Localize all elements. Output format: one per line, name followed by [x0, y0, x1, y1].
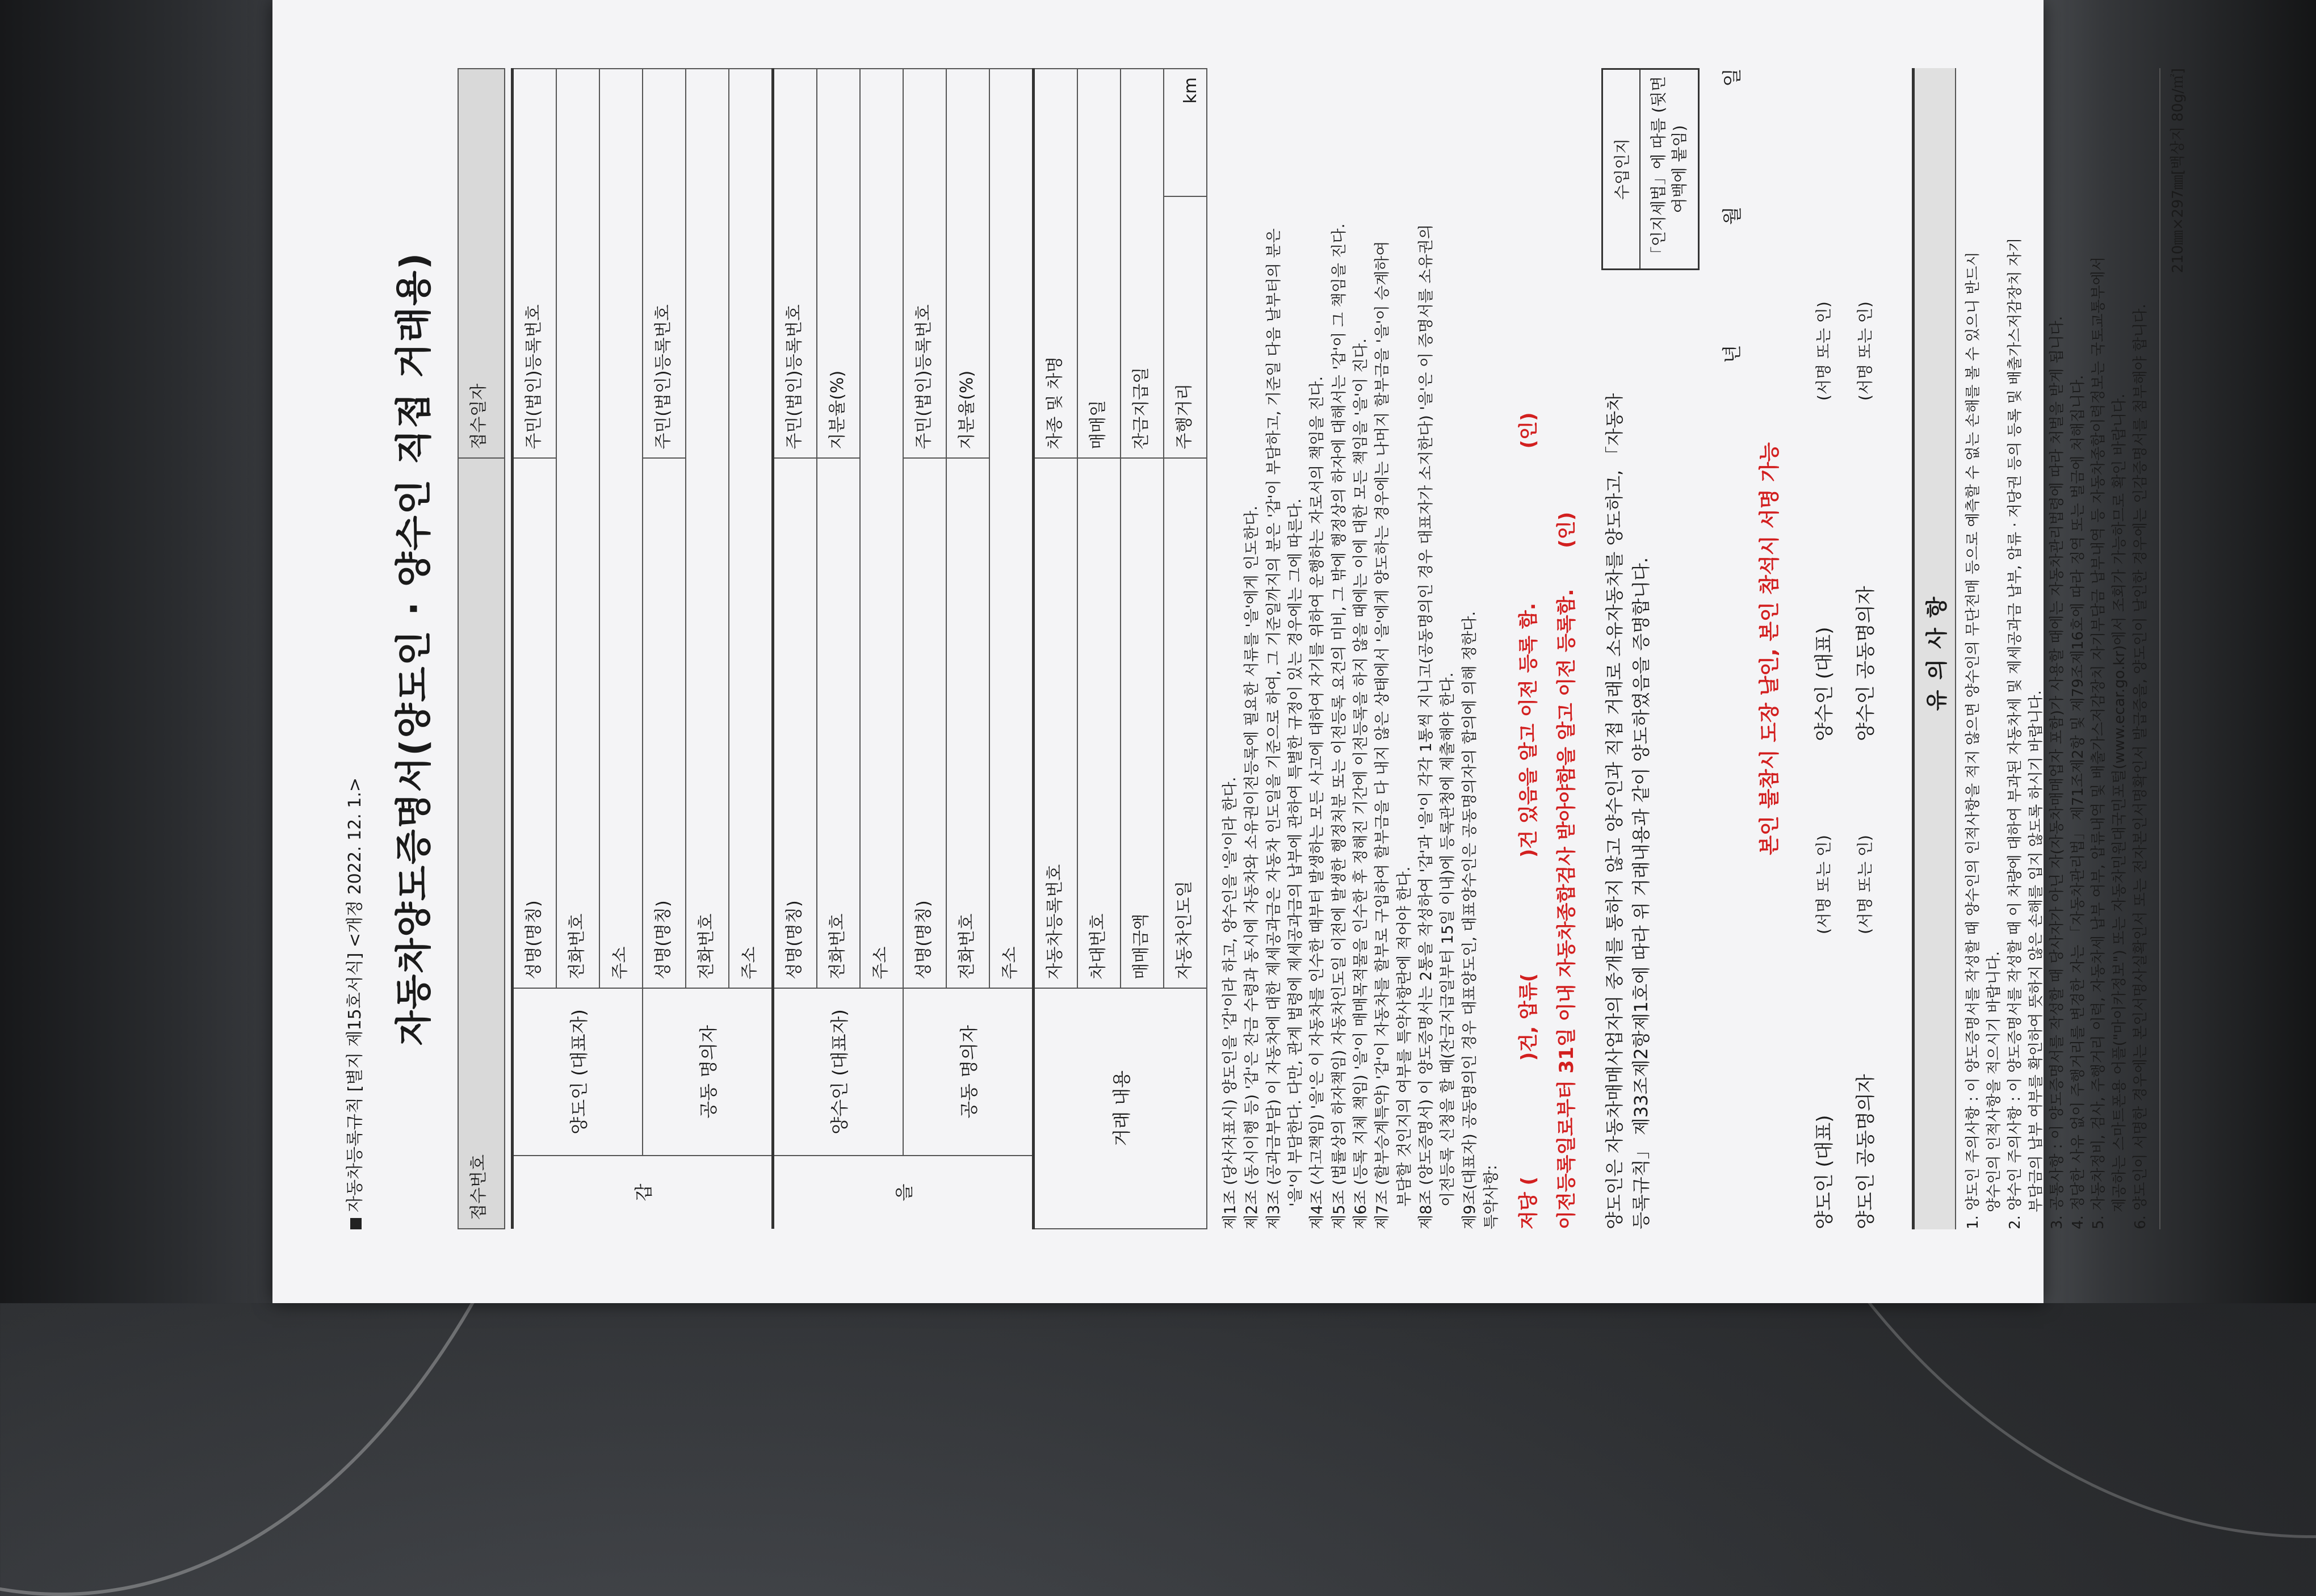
articles-section	[1220, 68, 1503, 1229]
signature-row-co	[1850, 68, 1878, 1229]
special-terms-label[interactable]: 특약사항:	[1482, 1165, 1500, 1229]
mileage-unit: km	[1164, 69, 1207, 196]
buyer-address-field[interactable]: 주소	[860, 69, 903, 988]
seller-address-field[interactable]: 주소	[599, 69, 643, 988]
paper-spec-footer: 210㎜×297㎜[백상지 80g/㎡]	[2159, 68, 2187, 1229]
receipt-row	[458, 69, 505, 1229]
seller-phone-field[interactable]: 전화번호	[556, 69, 599, 988]
article-line: 부담할 것인지의 여부를 특약사항란에 적어야 한다.	[1395, 866, 1413, 1207]
car-type-field[interactable]: 차종 및 차명	[1034, 69, 1078, 458]
inspection-warning: 이전등록일로부터 31일 이내 자동차종합검사 받아야함을 알고 이전 등록함. (인)	[1555, 511, 1579, 1229]
receipt-number-cell: 접수번호	[458, 458, 505, 1229]
seller-co-phone-field[interactable]: 전화번호	[686, 69, 729, 988]
square-bullet-icon	[350, 1218, 362, 1229]
document-page	[272, 0, 2187, 1303]
seal-mark: (인)	[1555, 511, 1579, 548]
revenue-stamp-title: 수입인지	[1603, 70, 1640, 268]
date-month: 월	[1721, 206, 1744, 225]
declaration-row	[1601, 68, 1700, 1229]
note-line: 부담금의 납부 여부를 확인하여 뜻하지 않은 손해를 입지 않도록 하시기 바랍니다.	[2027, 690, 2045, 1212]
seller-name-field[interactable]: 성명(명칭)	[513, 458, 557, 988]
note-line: 3. 공통사항 : 이 양도증명서를 작성할 때 당사자가 아닌 자(자동차매매업자 포함)가 사용할 때에는 자동차관리법령에 따라 처벌을 받게 됩니다.	[2048, 316, 2066, 1229]
party-gap-label: 갑	[513, 1156, 773, 1229]
seller-co-signature-field[interactable]: (서명 또는 인)	[1855, 835, 1874, 934]
article-line: 이전등록 신청을 할 때(잔금지급일부터 15일 이내)에 등록관청에 제출해야 한다.	[1439, 672, 1457, 1207]
note-line: 6. 양도인이 서명한 경우에는 본인서명사실확인서 또는 전자본인서명확인서 발급증을, 양도인이 날인한 경우에는 인감증명서를 첨부해야 합니다.	[2132, 304, 2150, 1229]
seal-mark: (인)	[1517, 412, 1541, 449]
vin-field[interactable]: 차대번호	[1077, 458, 1121, 988]
sale-date-field[interactable]: 매매일	[1077, 69, 1121, 458]
seller-co-address-field[interactable]: 주소	[729, 69, 773, 988]
article-line: 제9조(대표자) 공동명의인 경우 대표양도인, 대표양수인은 공동명의자의 합의에 의해 정한다.	[1461, 611, 1479, 1229]
note-line: 5. 자동차정비, 검사, 주행거리 이력, 자동차세 납부 여부, 압류내역 및 배출가스저감장치 자기부담금 납부내역 등 자동차종합이력정보는 국토교통부에서	[2090, 257, 2108, 1229]
notes-section	[1963, 68, 2151, 1229]
buyer-coowner-label: 공동 명의자	[903, 988, 1034, 1156]
buyer-regno-field[interactable]: 주민(법인)등록번호	[773, 69, 817, 458]
revenue-stamp-note: 「인지세법」에 따름 (뒷면 여백에 붙임)	[1649, 75, 1689, 263]
seller-co-regno-field[interactable]: 주민(법인)등록번호	[643, 69, 686, 458]
article-line: 제7조 (할부승계특약) '갑'이 자동차를 할부로 구입하여 할부금을 다 내지 않은 상태에서 '을'에게 양도하는 경우에는 나머지 할부금을 '을'이 승계하여	[1374, 241, 1392, 1229]
article-line: '을'이 부담한다. 다만, 관계 법령에 제세공과금의 납부에 관하여 특별한 규정이 있는 경우에는 그에 따른다.	[1286, 498, 1304, 1207]
buyer-signature-label: 양수인 (대표)	[1813, 627, 1836, 741]
document-content	[341, 68, 2187, 1229]
seller-co-name-field[interactable]: 성명(명칭)	[643, 458, 686, 988]
article-line: 제6조 (등록 지체 책임) '을'이 매매목적물을 인수한 후 정해진 기간에 이전등록을 하지 않을 때에는 이에 대한 모든 책임을 '을'이 진다.	[1352, 338, 1370, 1229]
seller-co-signature-label: 양도인 공동명의자	[1855, 1074, 1878, 1229]
buyer-co-phone-field[interactable]: 전화번호	[946, 458, 989, 988]
seller-signature-field[interactable]: (서명 또는 인)	[1814, 835, 1833, 934]
notes-title: 유의사항	[1912, 68, 1956, 1229]
date-line	[1717, 68, 1744, 1229]
buyer-co-regno-field[interactable]: 주민(법인)등록번호	[903, 69, 946, 458]
buyer-label: 양수인 (대표자)	[773, 988, 904, 1156]
article-line: 제3조 (공과금부담) 이 자동차에 대한 제세공과금은 자동차 인도일을 기준으로 하여, 그 기준일까지의 분은 '갑'이 부담하고, 기준일 다음 날부터의 분은	[1265, 228, 1283, 1229]
receipt-date-cell: 접수일자	[458, 69, 505, 458]
buyer-co-name-field[interactable]: 성명(명칭)	[903, 458, 946, 988]
party-eul-label: 을	[773, 1156, 1034, 1229]
buyer-co-signature-label: 양수인 공동명의자	[1855, 586, 1878, 741]
note-line: 1. 양도인 주의사항 : 이 양도증명서를 작성할 때 양수인의 인적사항을 적지 않으면 양수인의 무단전매 등으로 예측할 수 없는 손해를 볼 수 있으니 반드시	[1965, 251, 1982, 1229]
article-line: 제4조 (사고책임) '을'은 이 자동차를 인수한 때부터 발생하는 모든 사고에 대하여 자기를 위하여 운행하는 자로서의 책임을 진다.	[1308, 376, 1327, 1229]
article-line: 제2조 (동시이행 등) '갑'은 잔금 수령과 동시에 자동차와 소유권이전등록에 필요한 서류를 '을'에게 인도한다.	[1243, 506, 1261, 1229]
transfer-table	[458, 68, 1207, 1229]
buyer-signature-field[interactable]: (서명 또는 인)	[1814, 301, 1833, 401]
note-line: 4. 정당한 사유 없이 주행거리를 변경한 자는 「자동차관리법」 제71조제2항 및 제79조제16호에 따라 징역 또는 벌금에 처해집니다.	[2069, 375, 2087, 1229]
deal-label: 거래 내용	[1034, 988, 1207, 1229]
car-regno-field[interactable]: 자동차등록번호	[1034, 458, 1078, 988]
delivery-date-field[interactable]: 자동차인도일	[1164, 458, 1207, 988]
declaration-text: 양도인은 자동차매매사업자의 중개를 통하지 않고 양수인과 직접 거래로 소유자동차를 양도하고, 「자동차등록규칙」 제33조제2항제1호에 따라 위 거래내용과 같이 양도하였음을 증명합니다.	[1604, 393, 1652, 1229]
revenue-stamp-box	[1601, 68, 1700, 270]
sale-amount-field[interactable]: 매매금액	[1121, 458, 1164, 988]
buyer-co-signature-field[interactable]: (서명 또는 인)	[1855, 301, 1874, 401]
sign-warning: 본인 불참시 도장 날인, 본인 참석시 서명 가능	[1758, 442, 1782, 855]
signature-row-main	[1809, 68, 1836, 1229]
document-title: 자동차양도증명서(양도인 · 양수인 직접 거래용)	[393, 251, 435, 1046]
note-line: 2. 양수인 주의사항 : 이 양도증명서를 작성할 때 이 차량에 대하여 부과된 자동차세 및 제세공과금 납부, 압류 · 저당권 등의 등록 및 배출가스저감장치 자기	[2006, 237, 2024, 1229]
balance-date-field[interactable]: 잔금지급일	[1121, 69, 1164, 458]
article-line: 제8조 (양도증명서) 이 양도증명서는 2통을 작성하여 '갑'과 '을'이 각각 1통씩 지니고(공동명의인 경우 대표자가 소지한다) '을'은 이 증명서를 소유권의	[1417, 224, 1435, 1229]
article-line: 제5조 (법률상의 하자책임) 자동차인도일 이전에 발생한 행정처분 또는 이전등록 요건의 미비, 그 밖에 행정상의 하자에 대해서는 '갑'이 그 책임을 진다.	[1330, 223, 1348, 1229]
buyer-co-address-field[interactable]: 주소	[989, 69, 1034, 988]
date-day: 일	[1721, 68, 1744, 87]
law-reference: 자동차등록규칙 [별지 제15호서식] <개정 2022. 12. 1.>	[341, 68, 366, 1229]
article-line: 제1조 (당사자표시) 양도인을 '갑'이라 하고, 양수인을 '을'이라 한다.	[1222, 776, 1239, 1229]
seller-regno-field[interactable]: 주민(법인)등록번호	[513, 69, 557, 458]
buyer-phone-field[interactable]: 전화번호	[817, 458, 860, 988]
seller-label: 양도인 (대표자)	[513, 988, 643, 1156]
buyer-share-field[interactable]: 지분율(%)	[817, 69, 860, 458]
mortgage-line: 저당 ( )건, 압류( )건 있음을 알고 이전 등록 함. (인)	[1517, 412, 1541, 1229]
date-year: 년	[1721, 345, 1744, 364]
buyer-name-field[interactable]: 성명(명칭)	[773, 458, 817, 988]
note-line: 양수인의 인적사항을 적으시기 바랍니다.	[1985, 951, 2003, 1212]
seller-signature-label: 양도인 (대표)	[1813, 1115, 1836, 1229]
buyer-co-share-field[interactable]: 지분율(%)	[946, 69, 989, 458]
note-line: 제공하는 스마트폰용 어플("마이카정보") 또는 자동차민원대국민포털(www.ecar.go.kr)에서 조회가 가능하므로 확인 바랍니다.	[2111, 393, 2129, 1212]
mileage-field[interactable]: 주행거리	[1164, 196, 1207, 458]
seller-coowner-label: 공동 명의자	[643, 988, 773, 1156]
